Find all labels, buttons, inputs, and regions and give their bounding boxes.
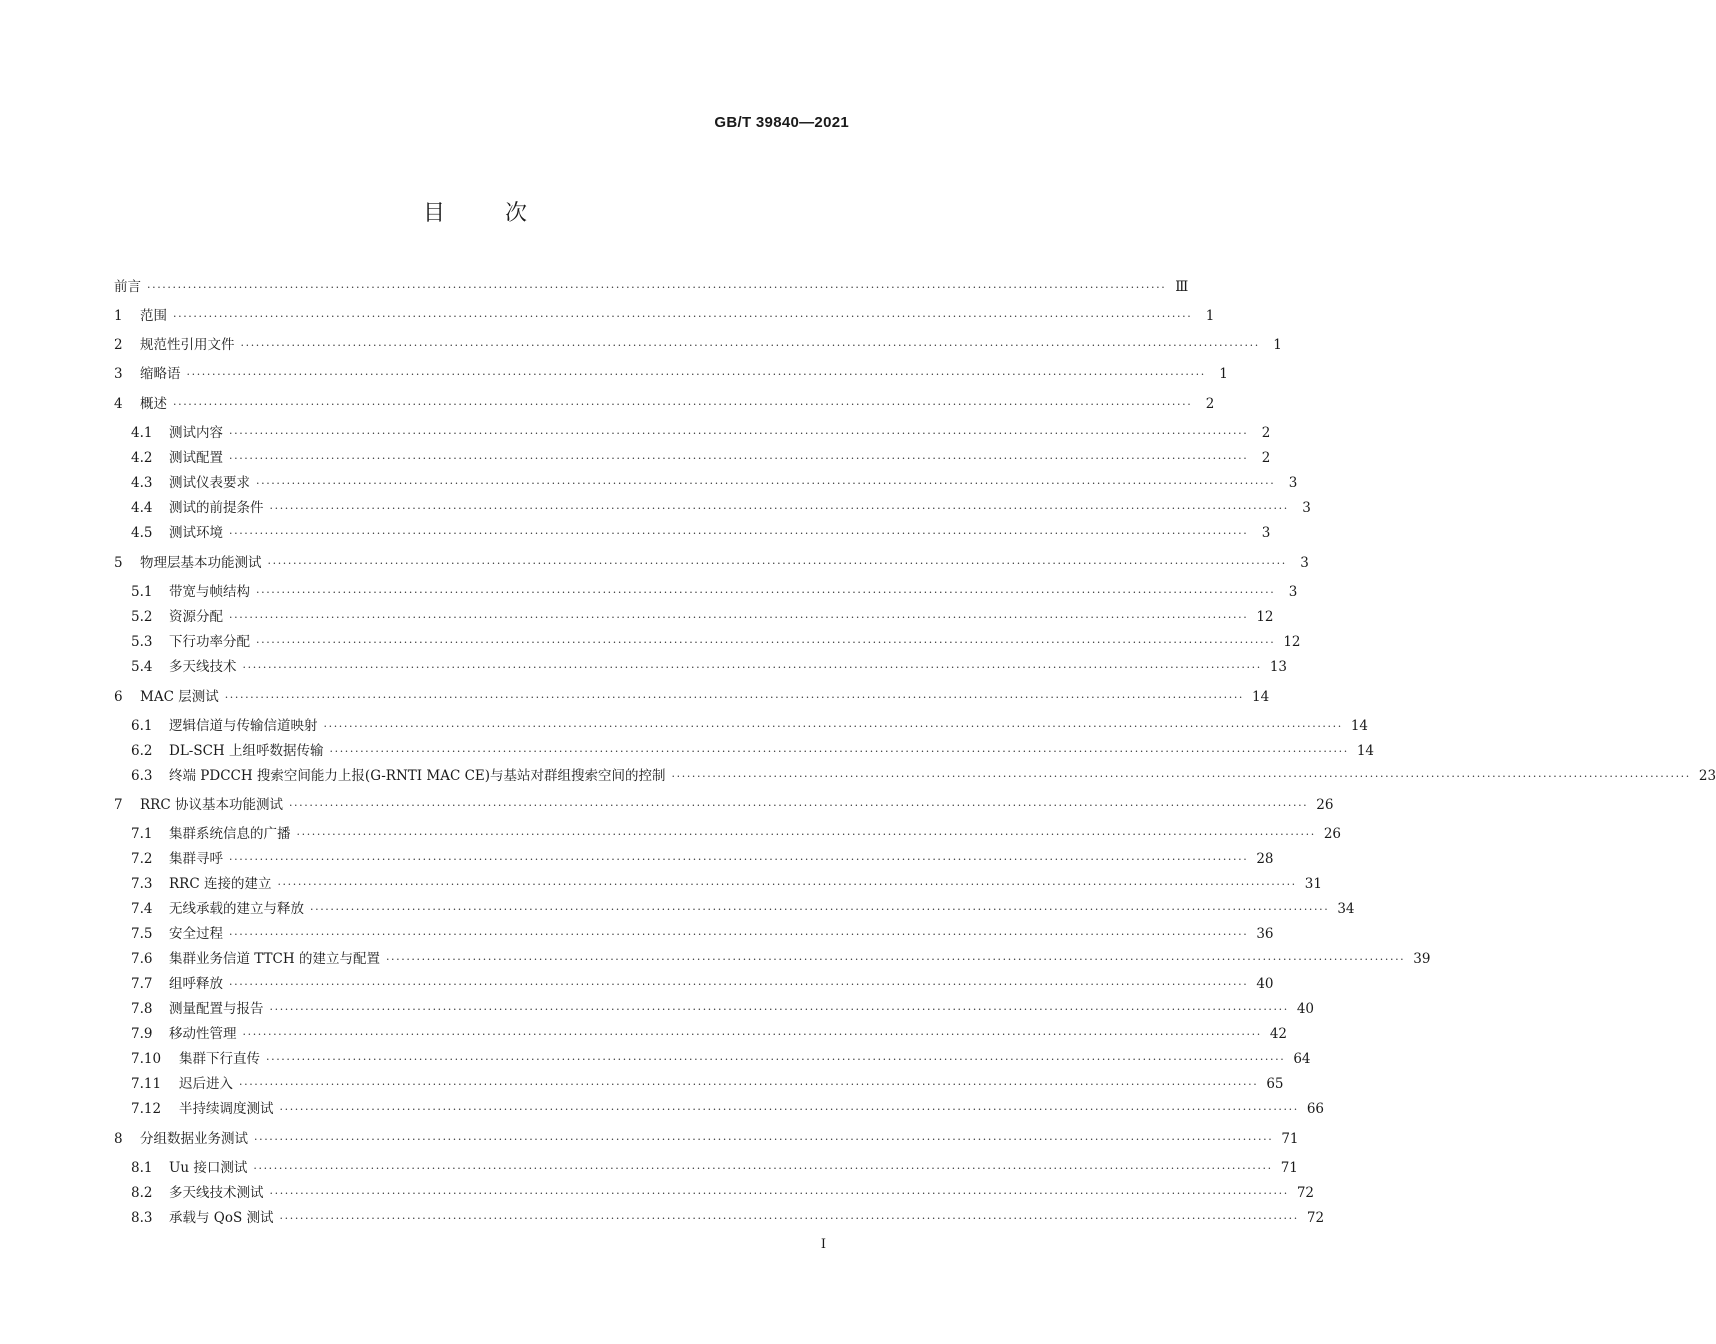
toc-entry-page: 66 [1306,1101,1325,1117]
toc-entry-number: 4 [114,396,123,412]
toc-entry-page: 40 [1296,1001,1315,1017]
toc-entry-title: 移动性管理 [169,1026,237,1042]
toc-entry-page: 2 [1205,396,1215,412]
toc-entry-number: 7 [114,797,123,813]
toc-leader-dots: ········································································································································································································ [147,281,1167,294]
toc-entry-page: 64 [1293,1051,1311,1067]
toc-entry[interactable] [0,392,1215,414]
toc-leader-dots: ········································································································································································································ [229,978,1249,991]
toc-leader-dots: ········································································································································································································ [266,1053,1286,1066]
toc-leader-dots: ········································································································································································································ [229,928,1249,941]
toc-entry-number: 6 [114,689,123,705]
toc-entry[interactable] [0,897,1355,919]
toc-entry[interactable] [0,764,1716,786]
toc-entry-number: 4.4 [131,500,153,516]
toc-entry-number: 8.1 [131,1160,153,1176]
page-number: I [820,1237,826,1252]
toc-entry-page: 14 [1350,718,1369,734]
toc-entry-page: 71 [1280,1160,1298,1176]
toc-entry-number: 5 [114,555,123,571]
toc-entry[interactable] [0,1022,1288,1044]
toc-entry-title: 范围 [140,308,167,324]
toc-entry-page: 2 [1261,450,1271,466]
toc-leader-dots: ········································································································································································································ [329,745,1349,758]
toc-entry-title: Uu 接口测试 [169,1160,248,1176]
toc-entry-number: 7.12 [131,1101,162,1117]
toc-entry-title: 终端 PDCCH 搜索空间能力上报(G-RNTI MAC CE)与基站对群组搜索空间的控制 [169,768,666,784]
toc-entry-title: RRC 协议基本功能测试 [140,797,283,813]
toc-entry-number: 4.2 [131,450,153,466]
toc-leader-dots: ········································································································································································································ [254,1133,1274,1146]
toc-entry-title: 组呼释放 [169,976,223,992]
toc-entry-title: RRC 连接的建立 [169,876,272,892]
toc-entry-number: 7.9 [131,1026,153,1042]
toc-entry-title: 集群业务信道 TTCH 的建立与配置 [169,951,380,967]
toc-entry-number: 5.1 [131,584,153,600]
toc-entry-number: 7.6 [131,951,153,967]
toc-leader-dots: ········································································································································································································ [279,1103,1299,1116]
toc-entry[interactable] [0,521,1271,543]
toc-entry-title: 物理层基本功能测试 [140,555,262,571]
toc-leader-dots: ········································································································································································································ [269,502,1289,515]
toc-entry-page: 31 [1304,876,1322,892]
toc-entry[interactable] [0,822,1342,844]
toc-entry[interactable] [0,1127,1299,1149]
toc-entry-number: 5.3 [131,634,153,650]
toc-entry-page: 28 [1256,851,1274,867]
toc-entry[interactable] [0,421,1271,443]
toc-entry-title: 缩略语 [140,366,181,382]
toc-entry-page: 12 [1256,609,1274,625]
toc-entry[interactable] [0,655,1288,677]
toc-entry[interactable] [0,1047,1311,1069]
toc-entry[interactable] [0,1072,1284,1094]
toc-entry-page: 39 [1413,951,1431,967]
toc-leader-dots: ········································································································································································································ [256,477,1276,490]
toc-entry-title: 安全过程 [169,926,223,942]
toc-entry-page: 3 [1288,584,1298,600]
toc-entry-title: 前言 [114,279,141,295]
toc-entry-page: 42 [1269,1026,1288,1042]
toc-leader-dots: ········································································································································································································ [229,452,1249,465]
toc-entry[interactable] [0,793,1334,815]
toc-leader-dots: ········································································································································································································ [253,1162,1273,1175]
toc-entry-page: 3 [1300,555,1309,571]
toc-entry-title: 测试配置 [169,450,223,466]
toc-entry-page: 36 [1256,926,1274,942]
toc-entry-title: 规范性引用文件 [140,337,235,353]
toc-entry-number: 7.1 [131,826,153,842]
toc-entry-page: 26 [1316,797,1334,813]
toc-leader-dots: ········································································································································································································ [385,953,1406,966]
toc-entry-page: 13 [1269,659,1288,675]
toc-entry-number: 7.10 [131,1051,162,1067]
toc-entry[interactable] [0,714,1369,736]
toc-entry-page: 72 [1296,1185,1315,1201]
toc-entry[interactable] [0,630,1301,652]
toc-entry-page: 12 [1283,634,1301,650]
toc-entry-title: 测试内容 [169,425,223,441]
toc-entry-title: 承载与 QoS 测试 [169,1210,274,1226]
toc-leader-dots: ········································································································································································································ [229,527,1249,540]
toc-entry-title: 集群系统信息的广播 [169,826,291,842]
toc-entry-title: MAC 层测试 [140,689,219,705]
toc-entry[interactable] [0,1206,1325,1228]
standard-code: GB/T 39840—2021 [714,114,849,131]
toc-entry[interactable] [0,997,1315,1019]
toc-entry-title: 下行功率分配 [169,634,250,650]
toc-entry[interactable] [0,446,1271,468]
toc-entry-page: 3 [1302,500,1311,516]
toc-entry-number: 7.3 [131,876,153,892]
toc-entry-number: 4.5 [131,525,153,541]
toc-entry[interactable] [0,739,1375,761]
toc-entry-number: 6.3 [131,768,153,784]
toc-entry-number: 7.8 [131,1001,153,1017]
toc-entry-title: 带宽与帧结构 [169,584,250,600]
toc-leader-dots: ········································································································································································································ [267,557,1287,570]
toc-leader-dots: ········································································································································································································ [279,1212,1299,1225]
toc-entry-number: 8.2 [131,1185,153,1201]
toc-leader-dots: ········································································································································································································ [323,720,1343,733]
toc-entry-number: 7.4 [131,901,153,917]
toc-entry[interactable] [0,551,1309,573]
toc-entry[interactable] [0,471,1298,493]
toc-leader-dots: ········································································································································································································ [256,636,1276,649]
toc-entry-number: 4.1 [131,425,153,441]
toc-entry[interactable] [0,1181,1315,1203]
toc-entry[interactable] [0,972,1274,994]
toc-leader-dots: ········································································································································································································ [173,398,1193,411]
toc-entry-number: 8 [114,1131,123,1147]
toc-leader-dots: ········································································································································································································ [229,853,1249,866]
toc-leader-dots: ········································································································································································································ [240,339,1260,352]
toc-leader-dots: ········································································································································································································ [296,828,1316,841]
toc-entry-title: DL-SCH 上组呼数据传输 [169,743,324,759]
toc-entry[interactable] [0,947,1431,969]
toc-leader-dots: ········································································································································································································ [229,427,1249,440]
toc-entry-page: 1 [1219,366,1228,382]
toc-entry[interactable] [0,872,1322,894]
toc-entry-title: 集群寻呼 [169,851,223,867]
toc-entry-number: 7.7 [131,976,153,992]
toc-entry-number: 7.5 [131,926,153,942]
toc-entry[interactable] [0,1156,1298,1178]
toc-entry-number: 3 [114,366,123,382]
toc-entry[interactable] [0,333,1282,355]
toc-entry-number: 8.3 [131,1210,153,1226]
toc-entry-number: 5.4 [131,659,153,675]
toc-entry-number: 2 [114,337,123,353]
toc-entry-number: 1 [114,308,123,324]
toc-entry-page: 26 [1323,826,1342,842]
toc-entry-title: 测量配置与报告 [169,1001,264,1017]
page-title: 目次 [422,201,587,226]
toc-entry[interactable] [0,496,1311,518]
toc-entry-page: 71 [1281,1131,1299,1147]
toc-entry-page: 72 [1306,1210,1325,1226]
toc-entry-number: 6.1 [131,718,153,734]
toc-entry-page: Ⅲ [1175,279,1189,295]
toc-entry-page: 14 [1252,689,1270,705]
toc-leader-dots: ········································································································································································································ [186,368,1206,381]
toc-leader-dots: ········································································································································································································ [256,586,1276,599]
toc-leader-dots: ········································································································································································································ [288,799,1309,812]
toc-entry-page: 23 [1698,768,1716,784]
toc-leader-dots: ········································································································································································································ [310,903,1330,916]
toc-entry[interactable] [0,362,1228,384]
toc-entry-page: 1 [1273,337,1282,353]
toc-entry[interactable] [0,685,1270,707]
toc-leader-dots: ········································································································································································································ [269,1187,1289,1200]
toc-entry[interactable] [0,1097,1325,1119]
toc-entry-title: 多天线技术 [169,659,237,675]
toc-entry-page: 1 [1205,308,1215,324]
toc-entry-page: 3 [1288,475,1298,491]
toc-entry-number: 6.2 [131,743,153,759]
toc-leader-dots: ········································································································································································································ [239,1078,1259,1091]
toc-entry[interactable] [0,580,1298,602]
toc-leader-dots: ········································································································································································································ [173,310,1193,323]
toc-entry[interactable] [0,605,1274,627]
toc-entry-page: 34 [1337,901,1355,917]
toc-leader-dots: ········································································································································································································ [242,1028,1262,1041]
toc-entry-title: 迟后进入 [179,1076,233,1092]
toc-entry-page: 65 [1266,1076,1284,1092]
toc-entry-page: 14 [1356,743,1375,759]
toc-entry-page: 40 [1256,976,1274,992]
toc-entry-number: 7.11 [131,1076,162,1092]
toc-entry[interactable] [0,275,1189,297]
toc-entry-title: 分组数据业务测试 [140,1131,248,1147]
toc-entry-number: 4.3 [131,475,153,491]
toc-entry-title: 测试环境 [169,525,223,541]
toc-leader-dots: ········································································································································································································ [671,770,1691,783]
toc-entry-title: 多天线技术测试 [169,1185,264,1201]
toc-leader-dots: ········································································································································································································ [269,1003,1289,1016]
toc-entry-number: 7.2 [131,851,153,867]
toc-leader-dots: ········································································································································································································ [277,878,1297,891]
toc-entry[interactable] [0,847,1274,869]
toc-entry-title: 测试仪表要求 [169,475,250,491]
toc-entry-title: 概述 [140,396,167,412]
toc-entry-title: 集群下行直传 [179,1051,260,1067]
toc-leader-dots: ········································································································································································································ [242,661,1262,674]
toc-entry-title: 测试的前提条件 [169,500,264,516]
toc-entry-title: 半持续调度测试 [179,1101,274,1117]
toc-leader-dots: ········································································································································································································ [224,691,1245,704]
toc-leader-dots: ········································································································································································································ [229,611,1249,624]
toc-entry-number: 5.2 [131,609,153,625]
toc-entry-title: 逻辑信道与传输信道映射 [169,718,318,734]
toc-entry-page: 2 [1261,425,1271,441]
toc-entry-title: 资源分配 [169,609,223,625]
toc-entry[interactable] [0,922,1274,944]
toc-entry[interactable] [0,304,1215,326]
toc-entry-page: 3 [1261,525,1271,541]
toc-entry-title: 无线承载的建立与释放 [169,901,304,917]
